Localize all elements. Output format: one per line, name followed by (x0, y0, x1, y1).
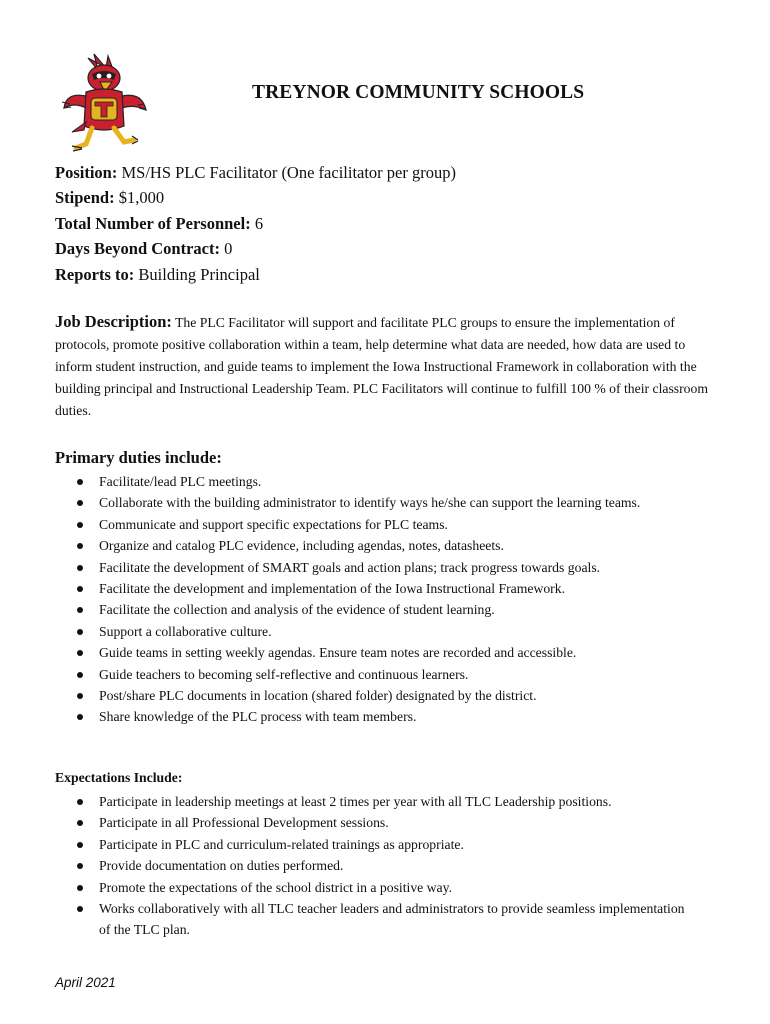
bullet-icon (77, 863, 83, 869)
primary-duties-heading: Primary duties include: (55, 448, 222, 467)
bullet-icon (77, 842, 83, 848)
bullet-icon (77, 820, 83, 826)
list-item (0, 578, 699, 599)
bullet-icon (77, 586, 83, 592)
bullet-icon (77, 885, 83, 891)
position-row (55, 160, 456, 185)
bullet-icon (77, 500, 83, 506)
bullet-icon (77, 714, 83, 720)
job-description-text: The PLC Facilitator will support and facilitate PLC groups to ensure the implementation of protocols, promote positive collaboration within a team, help determine what data are needed, how data are used to inform student instruction, and guide teams to implement the Iowa Instructional Framework in collaboration with the building principal and Instructional Leadership Team. PLC Facilitators will continue to fulfill 100 % of their classroom duties. (55, 315, 708, 418)
expectations-list (0, 791, 699, 941)
days-label: Days Beyond Contract: (55, 239, 220, 259)
list-item-text: Organize and catalog PLC evidence, including agendas, notes, datasheets. (99, 538, 504, 554)
list-item-text: Works collaboratively with all TLC teacher leaders and administrators to provide seamless implementation of the TLC plan. (99, 901, 685, 938)
list-item-text: Facilitate the development of SMART goals and action plans; track progress towards goals. (99, 559, 601, 575)
job-description (55, 311, 725, 422)
list-item (0, 791, 699, 812)
list-item (0, 621, 699, 642)
list-item-text: Participate in all Professional Development sessions. (99, 815, 389, 831)
footer-date: April 2021 (55, 975, 116, 990)
list-item (0, 535, 699, 556)
bullet-icon (77, 693, 83, 699)
personnel-label: Total Number of Personnel: (55, 213, 251, 233)
primary-duties-list (0, 471, 699, 728)
reports-row (55, 262, 456, 287)
list-item (0, 557, 699, 578)
list-item-text: Support a collaborative culture. (99, 623, 272, 639)
list-item-text: Collaborate with the building administrator to identify ways he/she can support the learning teams. (99, 495, 641, 511)
list-item (0, 877, 699, 898)
list-item-text: Communicate and support specific expectations for PLC teams. (99, 516, 448, 532)
days-value: 0 (224, 239, 233, 259)
list-item (0, 642, 699, 663)
bullet-icon (77, 522, 83, 528)
stipend-value: $1,000 (118, 188, 165, 208)
list-item-text: Promote the expectations of the school district in a positive way. (99, 879, 453, 895)
list-item-text: Facilitate/lead PLC meetings. (99, 474, 262, 489)
list-item-text: Facilitate the development and implementation of the Iowa Instructional Framework. (99, 581, 565, 597)
list-item-text: Facilitate the collection and analysis of the evidence of student learning. (99, 602, 495, 618)
list-item (0, 812, 699, 833)
bullet-icon (77, 906, 83, 912)
list-item-text: Participate in leadership meetings at least 2 times per year with all TLC Leadership positions. (99, 794, 612, 809)
bullet-icon (77, 565, 83, 571)
bullet-icon (77, 479, 83, 485)
school-title: TREYNOR COMMUNITY SCHOOLS (252, 82, 585, 103)
reports-value: Building Principal (138, 264, 260, 284)
bullet-icon (77, 650, 83, 656)
bullet-icon (77, 607, 83, 613)
list-item (0, 664, 699, 685)
list-item (0, 685, 699, 706)
list-item (0, 492, 699, 513)
bullet-icon (77, 799, 83, 805)
list-item (0, 834, 699, 855)
days-row (55, 236, 456, 261)
list-item-text: Participate in PLC and curriculum-related trainings as appropriate. (99, 836, 464, 852)
list-item (0, 471, 699, 492)
list-item-text: Guide teachers to becoming self-reflective and continuous learners. (99, 666, 469, 682)
list-item (0, 706, 699, 727)
list-item (0, 599, 699, 620)
position-label: Position: (55, 163, 118, 182)
job-description-label: Job Description: (55, 312, 172, 331)
list-item (0, 514, 699, 535)
personnel-value: 6 (254, 213, 264, 233)
bullet-icon (77, 629, 83, 635)
list-item-text: Share knowledge of the PLC process with team members. (99, 709, 417, 725)
expectations-heading: Expectations Include: (55, 770, 183, 785)
stipend-label: Stipend: (55, 188, 115, 208)
position-value: MS/HS PLC Facilitator (One facilitator per group) (121, 163, 456, 182)
reports-label: Reports to: (55, 264, 135, 284)
list-item-text: Provide documentation on duties performed. (99, 858, 344, 874)
list-item (0, 855, 699, 876)
list-item (0, 898, 699, 941)
bullet-icon (77, 672, 83, 678)
personnel-row (55, 211, 456, 236)
list-item-text: Post/share PLC documents in location (shared folder) designated by the district. (99, 688, 537, 704)
cardinal-mascot-logo (58, 52, 150, 156)
position-info (55, 160, 456, 287)
stipend-row (55, 185, 456, 210)
bullet-icon (77, 543, 83, 549)
list-item-text: Guide teams in setting weekly agendas. Ensure team notes are recorded and accessible. (99, 645, 577, 661)
